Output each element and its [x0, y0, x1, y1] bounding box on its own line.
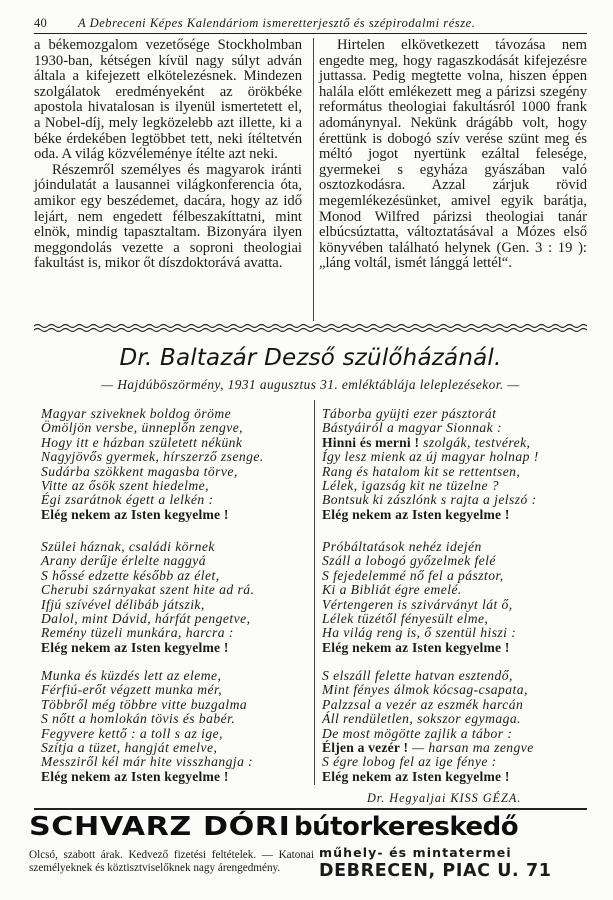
ad-workshop-label: műhely- és mintatermei: [319, 845, 512, 860]
refrain-line: Elég nekem az Isten kegyelme !: [322, 506, 510, 522]
poem-stanza-2: [322, 407, 597, 522]
verse-line: Bástyáiról a magyar Sionnak :: [322, 420, 502, 436]
running-header: [34, 15, 587, 34]
bold-phrase: Éljen a vezér !: [322, 740, 409, 756]
verse-line: Vértengeren is szivárványt lát ő,: [322, 596, 513, 612]
poem-stanza-1: [41, 407, 316, 522]
verse-line: Hogy itt e házban született nékünk: [41, 434, 243, 450]
poem-stanza-3: [41, 540, 316, 655]
advertisement-top-rule: [34, 808, 587, 810]
verse-line: Cherubi szárnyakat szent hite ad rá.: [41, 582, 255, 598]
poem-stanza-4: [322, 540, 597, 655]
verse-line: De most mögötte zajlik a tábor :: [322, 725, 513, 741]
refrain-line: Elég nekem az Isten kegyelme !: [322, 768, 510, 784]
verse-line: Sudárba szökkent magasba törve,: [41, 463, 238, 479]
verse-line: Égi zsarátnok égett a lelkén :: [41, 492, 214, 508]
verse-line: Arany derűje érlelte naggyá: [41, 553, 207, 569]
italic-phrase: szolgák, testvérek,: [419, 434, 531, 450]
verse-line: Palzzsal a vezér az eszmék harcán: [322, 696, 524, 712]
verse-line: Lélek tüzétől fényesült elme,: [322, 611, 489, 627]
verse-line: S hőssé edzette később az élet,: [41, 567, 220, 583]
paragraph: Részemről személyes és magyarok iránti jóindulatát a lausannei világkonferencia óta, amikor egy beszédemet, dacára, hogy az idő lejárt, nem engedett félbeszakíttatni, mint elnök, mindig tapasztaltam. Bizonyára ilyen meggondolás vezette a soproni theologiai fakultást is, mikor őt díszdoktorává avatta.: [34, 161, 302, 272]
verse-line: Áll rendületlen, sokszor egymaga.: [322, 711, 521, 727]
verse-line: Száll a lobogó győzelmek felé: [322, 553, 496, 569]
verse-line: Szítja a tüzet, hangját emelve,: [41, 740, 218, 756]
ad-address-block: [319, 845, 594, 881]
verse-line: Próbáltatások nehéz idején: [322, 539, 482, 554]
poem-stanza-5: [41, 669, 316, 784]
verse-line: Lélek, igazság kit ne tüzelne ?: [322, 478, 500, 494]
column-rule: [313, 38, 314, 321]
verse-line: Ha világ reng is, ő szentül hiszi :: [322, 625, 517, 641]
verse-line: Bontsuk ki zászlónk s rajta a jelszó :: [322, 492, 537, 508]
verse-line: Férfiú-erőt végzett munka mér,: [41, 682, 223, 698]
verse-line: S nőtt a homlokán tövis és babér.: [41, 711, 236, 727]
refrain-line: Elég nekem az Isten kegyelme !: [41, 639, 229, 655]
verse-line: S elszáll felette hatvan esztendő,: [322, 668, 513, 683]
article-continuation: [34, 38, 587, 321]
article-left-column: [34, 38, 302, 272]
refrain-line: Elég nekem az Isten kegyelme !: [41, 768, 229, 784]
verse-line: Dalol, mint Dávid, hárfát pengetve,: [41, 611, 251, 627]
article-right-column: [319, 38, 587, 272]
verse-line: Így lesz mienk az új magyar holnap !: [322, 449, 539, 465]
verse-line: [322, 741, 597, 755]
wavy-divider: [34, 323, 587, 333]
verse-line: Táborba gyüjti ezer pásztorát: [322, 406, 497, 421]
advertisement: [29, 812, 592, 881]
verse-line: Ki a Bibliát égre emelé.: [322, 582, 462, 598]
verse-line: Szülei háznak, családi körnek: [41, 539, 215, 554]
running-title: A Debreceni Képes Kalendáriom ismeretterjesztő és szépirodalmi része.: [78, 16, 476, 30]
ad-body-text: Olcsó, szabott árak. Kedvező fizetési feltételek. — Katonai személyeknek és köztisztviselőknek nagy árengedmény.: [29, 849, 314, 874]
refrain-line: Elég nekem az Isten kegyelme !: [41, 506, 229, 522]
verse-line: Mint fényes álmok kócsag-csapata,: [322, 682, 528, 698]
poem-title: Dr. Baltazár Dezső szülőházánál.: [119, 345, 502, 371]
verse-line: S égre lobog fel az ige fénye :: [322, 754, 497, 770]
poem-signature: Dr. Hegyaljai KISS GÉZA.: [367, 791, 522, 805]
bold-phrase: Hinni és merni !: [322, 434, 420, 450]
verse-line: Ifjú szívével délibáb játszik,: [41, 596, 205, 612]
verse-line: Többről még többre vitte buzgalma: [41, 696, 248, 712]
poem-stanza-6: [322, 669, 597, 784]
verse-line: Vitte az ősök szent hiedelme,: [41, 478, 209, 494]
italic-phrase: — harsan ma zengve: [408, 740, 534, 756]
page-number: 40: [34, 16, 48, 30]
verse-line: Nagyjövős gyermek, hírszerző zsenge.: [41, 449, 264, 465]
verse-line: Rang és hatalom kit se rettentsen,: [322, 463, 521, 479]
paragraph: a békemozgalom vezetősége Stockholmban 1930-ban, kétségen kívül nagy súlyt adván általa a kifejezett elkötelezésnek. Mindezen szolgálatok eredményeként az örökbéke apostola hivatalosan is ilyenül ismertetett el, a Nobel-díj, mely legközelebb azt illette, ki a béke érdekében legtöbbet tett, neki ítéltetvén oda. A világ közvéleménye ítélte azt neki.: [34, 37, 302, 163]
verse-line: Ömöljön versbe, ünneplőn zengve,: [41, 420, 244, 436]
refrain-line: Elég nekem az Isten kegyelme !: [322, 639, 510, 655]
ad-company-name: SCHVARZ DÓRI: [29, 812, 291, 842]
poem-subtitle: — Hajdúböszörmény, 1931 augusztus 31. emléktáblája leleplezésekor. —: [101, 377, 520, 392]
ad-address: DEBRECEN, PIAC U. 71: [319, 861, 552, 881]
verse-line: Messziről kél már hite visszhangja :: [41, 754, 254, 770]
verse-line: Magyar sziveknek boldog öröme: [41, 406, 232, 421]
ad-headline: [29, 812, 592, 842]
ad-business-type: bútorkereskedő: [294, 812, 519, 842]
verse-line: S fejedelemmé nő fel a pásztor,: [322, 567, 504, 583]
verse-line: Remény tüzeli munkára, harcra :: [41, 625, 234, 641]
verse-line: Munka és küzdés lett az eleme,: [41, 668, 222, 683]
verse-line: Fegyvere kettő : a toll s az ige,: [41, 725, 223, 741]
paragraph: Hirtelen elkövetkezett távozása nem engedte meg, hogy ragaszkodását kifejezésre juttassa. Pedig megtette volna, hiszen éppen halála előtt emlékezett meg a párizsi szegény református theologiai fakultásról 1000 frank adománynyal. Nekünk drágább volt, hogy érettünk is dobogó szív verése szünt meg és méltó jogot nyertünk ezáltal felesége, gyermekei s egyháza gyászában való osztozkodásra. Azzal zárjuk rövid megemlékezésünket, amivel egyik barátja, Monod Wilfred párizsi theologiai tanár elbúcsúztatta, változtatásával a Mózes első könyvében található helynek (Gen. 3 : 19 ): „láng voltál, ismét lánggá lettél“.: [319, 37, 587, 272]
